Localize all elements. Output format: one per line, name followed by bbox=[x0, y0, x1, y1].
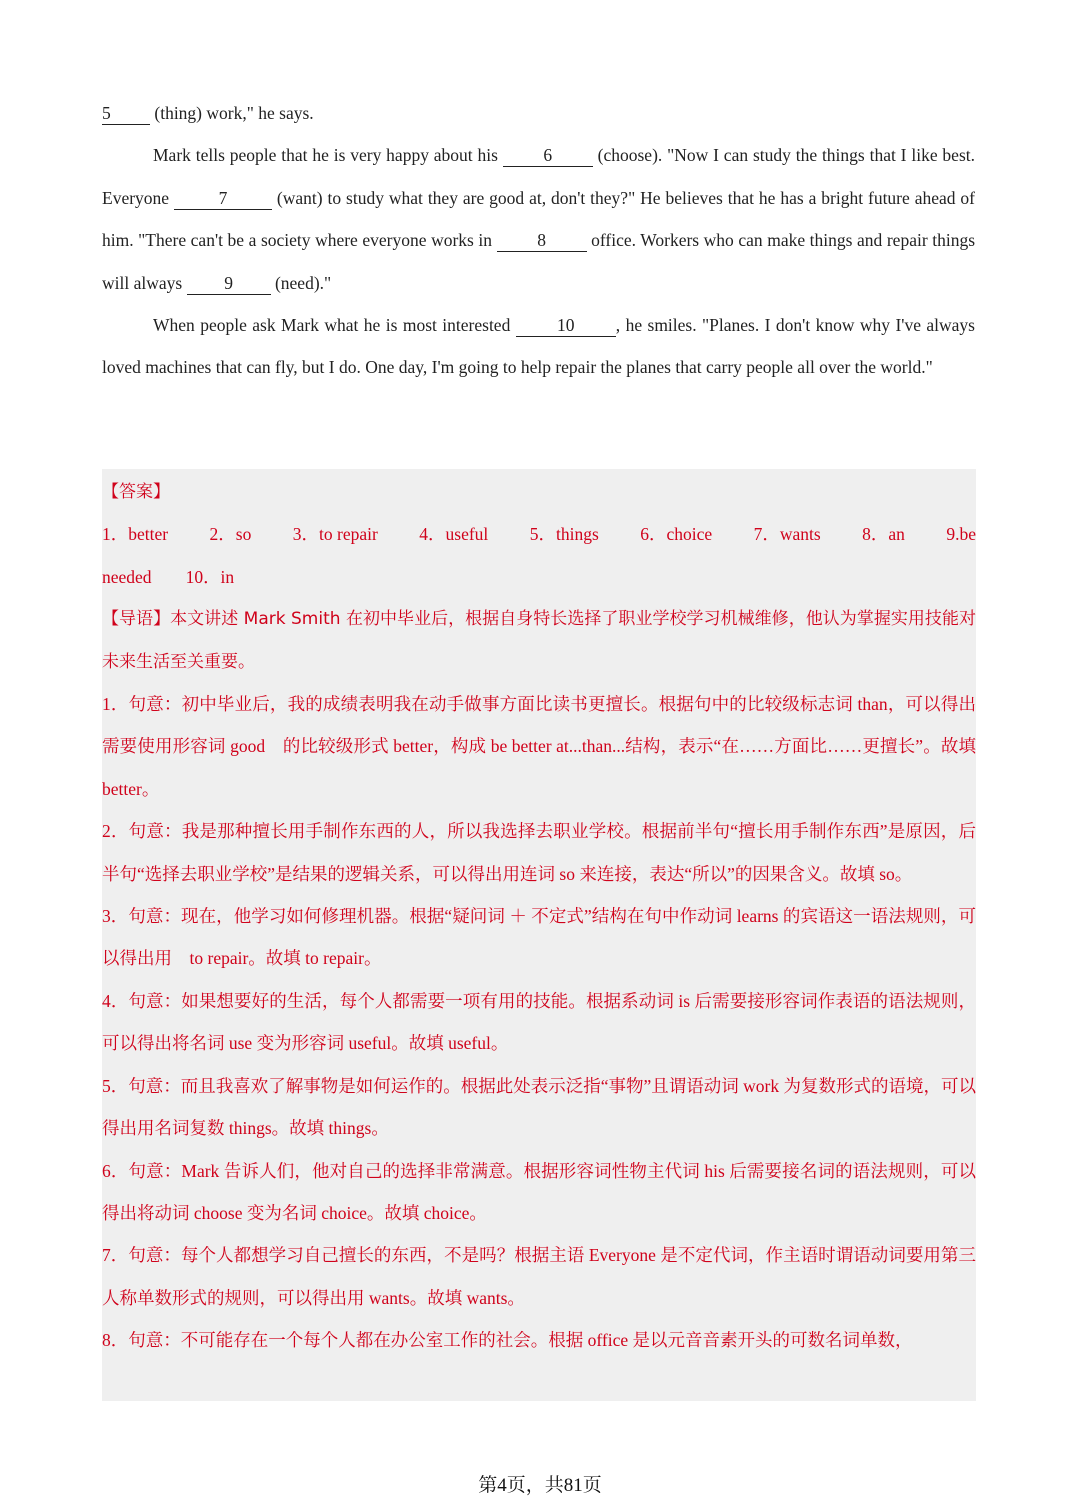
answer-item: 9.be bbox=[946, 524, 976, 545]
explanation-7: 7．句意：每个人都想学习自己擅长的东西，不是吗？根据主语 Everyone 是不定代词，作主语时谓语动词要用第三人称单数形式的规则，可以得出用 wants。故填 wants。 bbox=[102, 1245, 976, 1308]
answer-item: 10．in bbox=[185, 566, 235, 587]
explanation-2: 2．句意：我是那种擅长用手制作东西的人，所以我选择去职业学校。根据前半句“擅长用手制作东西”是原因，后半句“选择去职业学校”是结果的逻辑关系，可以得出用连词 so 来连接，表达“所以”的因果含义。故填 so。 bbox=[102, 821, 976, 884]
blank-8: 8 bbox=[497, 229, 587, 252]
blank-10: 10 bbox=[516, 314, 616, 337]
answer-item: 3．to repair bbox=[292, 524, 378, 545]
passage-paragraph-3 bbox=[102, 304, 975, 389]
passage bbox=[102, 92, 975, 389]
explanation-5: 5．句意：而且我喜欢了解事物是如何运作的。根据此处表示泛指“事物”且谓语动词 work 为复数形式的语境，可以得出用名词复数 things。故填 things。 bbox=[102, 1075, 976, 1139]
blank-7: 7 bbox=[174, 187, 272, 210]
answer-item: 1．better bbox=[102, 524, 169, 545]
passage-text: When people ask Mark what he is most interested bbox=[153, 315, 516, 336]
explanation-8: 8．句意：不可能存在一个每个人都在办公室工作的社会。根据 office 是以元音音素开头的可数名词单数， bbox=[102, 1330, 913, 1351]
passage-text: (choose). "Now I can study the things that I like best. Everyone bbox=[102, 145, 975, 208]
blank-5: 5 bbox=[102, 102, 150, 125]
answer-item: 7．wants bbox=[753, 524, 821, 545]
answer-list-continued bbox=[102, 556, 976, 598]
passage-text: , he smiles. "Planes. I don't know why I've always loved machines that can fly, but I do. One day, I'm going to help repair the planes that carry people all over the world." bbox=[102, 315, 975, 378]
explanation-3: 3．句意：现在，他学习如何修理机器。根据“疑问词 ＋ 不定式”结构在句中作动词 learns 的宾语这一语法规则，可以得出用 to repair。故填 to repair。 bbox=[102, 906, 976, 969]
answer-item: 8．an bbox=[862, 524, 905, 545]
passage-text: (thing) work," he says. bbox=[150, 103, 314, 123]
answer-list bbox=[102, 513, 976, 555]
answer-label: 【答案】 bbox=[102, 482, 170, 502]
answer-section bbox=[102, 469, 976, 1401]
passage-paragraph-2 bbox=[102, 134, 975, 304]
intro-text: 【导语】本文讲述 Mark Smith 在初中毕业后，根据自身特长选择了职业学校学习机械维修，他认为掌握实用技能对未来生活至关重要。 bbox=[102, 609, 976, 672]
blank-6: 6 bbox=[503, 144, 593, 167]
passage-line-1 bbox=[102, 92, 975, 134]
page-footer: 第4页，共81页 bbox=[478, 1475, 602, 1496]
answer-item: 4．useful bbox=[419, 524, 489, 545]
answer-item: 5．things bbox=[529, 524, 599, 545]
passage-text: office. Workers who can make things and repair things will always bbox=[102, 230, 975, 293]
explanation-4: 4．句意：如果想要好的生活，每个人都需要一项有用的技能。根据系动词 is 后需要接形容词作表语的语法规则，可以得出将名词 use 变为形容词 useful。故填 useful。 bbox=[102, 990, 976, 1054]
passage-text: (want) to study what they are good at, don't they?" He believes that he has a bright future ahead of him. "There can't be a society where everyone works in bbox=[102, 187, 975, 251]
explanation-1: 1．句意：初中毕业后，我的成绩表明我在动手做事方面比读书更擅长。根据句中的比较级标志词 than，可以得出需要使用形容词 good 的比较级形式 better，构成 be better at...than...结构，表示“在……方面比……更擅长”。故填 better。 bbox=[102, 694, 976, 799]
passage-text: Mark tells people that he is very happy about his bbox=[153, 145, 503, 166]
answer-item: needed bbox=[102, 566, 152, 587]
answer-item: 6．choice bbox=[640, 524, 713, 545]
answer-item: 2．so bbox=[209, 524, 252, 545]
blank-9: 9 bbox=[187, 272, 271, 295]
passage-text: (need)." bbox=[270, 272, 332, 293]
explanation-6: 6．句意：Mark 告诉人们，他对自己的选择非常满意。根据形容词性物主代词 his 后需要接名词的语法规则，可以得出将动词 choose 变为名词 choice。故填 choice。 bbox=[102, 1160, 976, 1223]
